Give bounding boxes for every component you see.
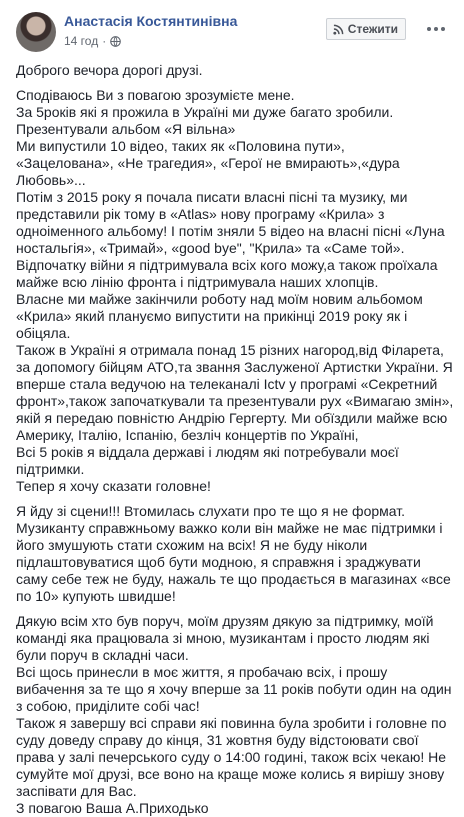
post-header xyxy=(16,12,454,56)
post-line: Тепер я хочу сказати головне! xyxy=(16,478,211,494)
post-line: Я йду зі сцени!!! Втомилась слухати про те що я не формат. Музиканту справжньому важко коли він майже не має підтримки і його змушують стати схожим на всіх! Я не буду ніколи підлаштовуватися щоб бути модною, я справжня і зраджувати саму себе теж не буду, нажаль те що продається в магазинах «все по 10» купують швидше! xyxy=(16,503,451,604)
author-name[interactable]: Анастасія Костянтинівна xyxy=(64,13,238,29)
meta-separator: · xyxy=(102,34,107,48)
more-options-icon[interactable] xyxy=(422,18,450,40)
post-line: Також я завершу всі справи які повинна була зробити і головне по суду доведу справу до кінця, 31 жовтня буду відстоювати свої права у залі печерського суду о 14:00 годині, також всіх чекаю! Не сумуйте мої друзі, все воно на краще може колись я вирішу знову заспівати для Вас. xyxy=(16,715,447,799)
post-line: З повагою Ваша А.Приходько xyxy=(16,800,209,816)
post-line: Доброго вечора дорогі друзі. xyxy=(16,62,203,78)
post-body xyxy=(16,62,456,817)
avatar[interactable] xyxy=(16,12,56,52)
rss-follow-icon xyxy=(333,24,344,35)
post-meta xyxy=(64,34,121,48)
post-line: Також в Україні я отримала понад 15 різних нагород,від Філарета, за допомогу бійцям АТО,та звання Заслуженої Артистки України. Я вперше стала ведучою на телеканалі Ictv у програмі «Секретний фронт»,також започаткували та презентували рух «Вимагаю змін», якій я передаю повністю Андрію Гергерту. Ми обїздили майже всю Америку, Італію, Іспанію, безліч концертів по Україні, xyxy=(16,342,454,443)
post-line: За 5років які я прожила в Україні ми дуже багато зробили. Презентували альбом «Я вільна» xyxy=(16,104,394,137)
post-line: Власне ми майже закінчили роботу над моїм новим альбомом «Крила» який плануємо випустити на прикінці 2019 року як і обіцяла. xyxy=(16,291,423,341)
post-line: Ми випустили 10 відео, таких як «Половина пути», xyxy=(16,138,345,154)
follow-label: Стежити xyxy=(347,22,398,36)
post-line: Потім з 2015 року я почала писати власні пісні та музику, ми представили рік тому в «Atlas» нову програму «Крила» з одноіменного альбому! І потім зняли 5 відео на власні пісні «Луна ностальгія», «Тримай», «good bye", "Крила» та «Саме той». xyxy=(16,189,445,256)
post-line: Сподіваюсь Ви з повагою зрозумієте мене. xyxy=(16,87,295,103)
post-line: Всі 5 років я віддала державі і людям які потребували моєї підтримки. xyxy=(16,444,399,477)
timestamp[interactable]: 14 год xyxy=(64,34,99,48)
post-line: Відпочатку війни я підтримувала всіх кого можу,а також проїхала майже всю лінію фронта і підтримувала наших хлопців. xyxy=(16,257,438,290)
post-line: Дякую всім хто був поруч, моїм друзям дякую за підтримку, моїй команді яка працювала зі мною, музикантам і просто людям які були поруч в складні часи. xyxy=(16,613,434,663)
globe-icon[interactable] xyxy=(110,36,121,47)
follow-button[interactable] xyxy=(326,18,406,40)
post-line: Всі щось принесли в моє життя, я пробачаю всіх, і прошу вибачення за те що я хочу вперше за 11 років побути один на один з собою, приділите собі час! xyxy=(16,664,452,714)
post-line: «Зацелована», «Не трагедия», «Герої не вмирають»,«дура Любовь»... xyxy=(16,155,400,188)
